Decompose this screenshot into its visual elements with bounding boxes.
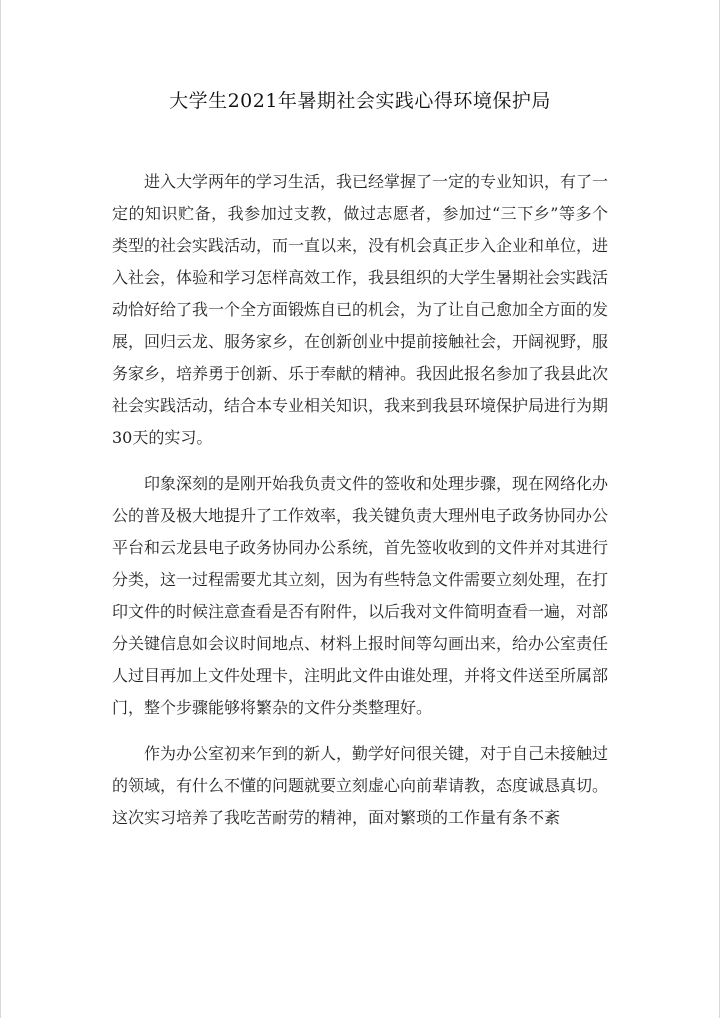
paragraph-1: 进入大学两年的学习生活，我已经掌握了一定的专业知识，有了一定的知识贮备，我参加过支教，做过志愿者，参加过“三下乡”等多个类型的社会实践活动，而一直以来，没有机会真正步入企业和单位，进入社会，体验和学习怎样高效工作，我县组织的大学生暑期社会实践活动恰好给了我一个全方面锻炼自已的机会，为了让自己愈加全方面的发展，回归云龙、服务家乡，在创新创业中提前接触社会，开阔视野，服务家乡，培养勇于创新、乐于奉献的精神。我因此报名参加了我县此次社会实践活动，结合本专业相关知识，我来到我县环境保护局进行为期30天的实习。 <box>112 172 609 447</box>
document-title: 大学生2021年暑期社会实践心得环境保护局 <box>169 90 551 112</box>
paragraph-3: 作为办公室初来乍到的新人，勤学好问很关键，对于自己未接触过的领域，有什么不懂的问题就要立刻虚心向前辈请教，态度诚恳真切。这次实习培养了我吃苦耐劳的精神，面对繁琐的工作量有条不紊 <box>112 744 609 827</box>
paragraph-2: 印象深刻的是刚开始我负责文件的签收和处理步骤，现在网络化办公的普及极大地提升了工作效率，我关键负责大理州电子政务协同办公平台和云龙县电子政务协同办公系统，首先签收收到的文件并对其进行分类，这一过程需要尤其立刻，因为有些特急文件需要立刻处理，在打印文件的时候注意查看是否有附件，以后我对文件简明查看一遍，对部分关键信息如会议时间地点、材料上报时间等勾画出来，给办公室责任人过目再加上文件处理卡，注明此文件由谁处理，并将文件送至所属部门，整个步骤能够将繁杂的文件分类整理好。 <box>112 474 609 717</box>
page-left-edge <box>0 0 1 1018</box>
document-body <box>112 166 608 848</box>
